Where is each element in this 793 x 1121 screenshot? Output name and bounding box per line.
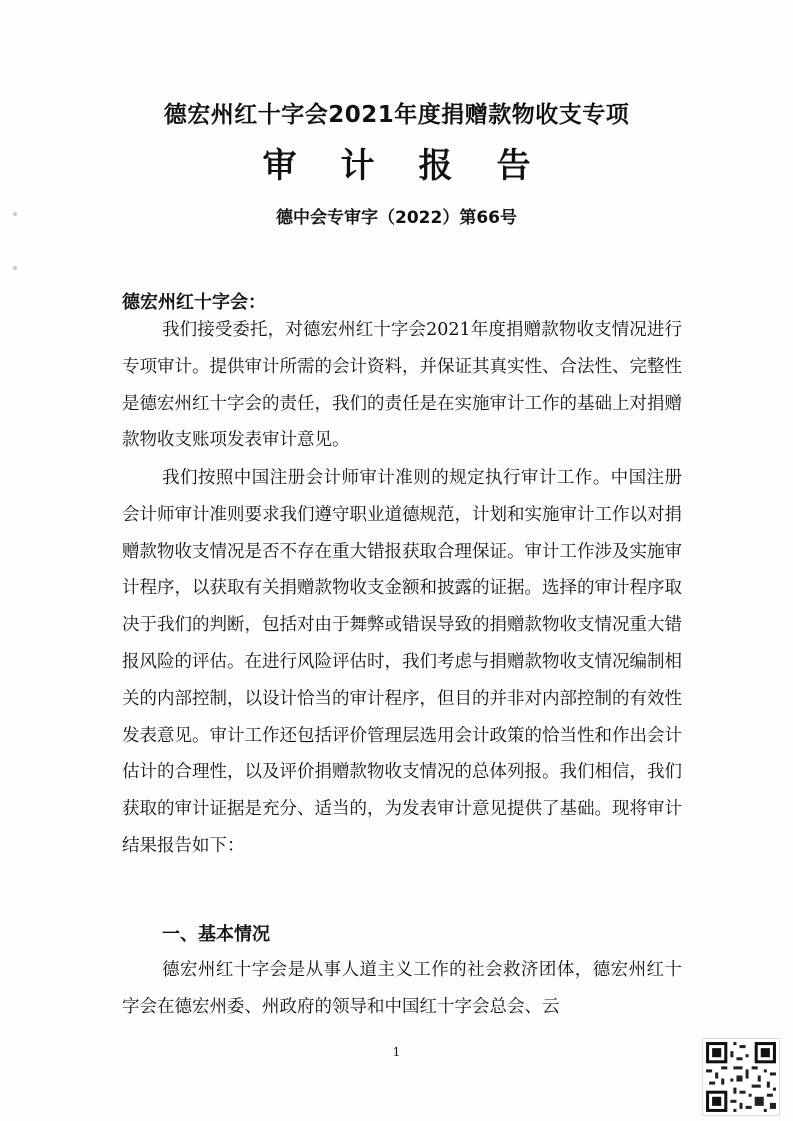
document-number: 德中会专审字（2022）第66号 (276, 208, 517, 228)
scan-mark (13, 212, 17, 216)
report-title-line2: 审计报告 (262, 146, 575, 186)
paragraph-engagement: 我们接受委托，对德宏州红十字会2021年度捐赠款物收支情况进行专项审计。提供审计所需的会计资料，并保证其真实性、合法性、完整性是德宏州红十字会的责任，我们的责任是在实施审计工作的基础上对捐赠款物收支账项发表审计意见。 (122, 320, 682, 451)
scan-mark (13, 266, 17, 270)
salutation: 德宏州红十字会： (122, 292, 266, 313)
report-title-line1: 德宏州红十字会2021年度捐赠款物收支专项 (163, 102, 630, 128)
paragraph-basic-info: 德宏州红十字会是从事人道主义工作的社会救济团体，德宏州红十字会在德宏州委、州政府的领导和中国红十字会总会、云 (122, 960, 682, 1017)
page-number: 1 (392, 1045, 401, 1059)
paragraph-audit-scope: 我们按照中国注册会计师审计准则的规定执行审计工作。中国注册会计师审计准则要求我们遵守职业道德规范，计划和实施审计工作以对捐赠款物收支情况是否不存在重大错报获取合理保证。审计工作涉及实施审计程序，以获取有关捐赠款物收支金额和披露的证据。选择的审计程序取决于我们的判断，包括对由于舞弊或错误导致的捐赠款物收支情况重大错报风险的评估。在进行风险评估时，我们考虑与捐赠款物收支情况编制相关的内部控制，以设计恰当的审计程序，但目的并非对内部控制的有效性发表意见。审计工作还包括评价管理层选用会计政策的恰当性和作出会计估计的合理性，以及评价捐赠款物收支情况的总体列报。我们相信，我们获取的审计证据是充分、适当的，为发表审计意见提供了基础。现将审计结果报告如下： (122, 468, 682, 856)
section-heading-basic-info: 一、基本情况 (162, 924, 270, 945)
qr-code-icon (702, 1038, 780, 1116)
